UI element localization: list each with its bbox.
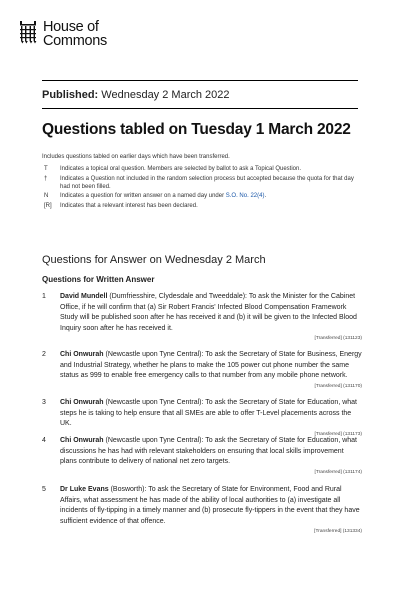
question-text: To ask the Secretary of State for Business, Energy and Industrial Strategy, whether he plans to make the 105 power cut phone number the same status as 999 to enable free emergency calls to that number from any mobile phone network. [60, 351, 362, 380]
member-name: Chi Onwurah [60, 399, 104, 406]
question-item [42, 436, 362, 476]
legend-text: Indicates a question for written answer on a named day under [60, 193, 226, 199]
top-divider [42, 80, 358, 81]
question-body [60, 436, 362, 468]
portcullis-icon [18, 20, 38, 44]
page-title: Questions tabled on Tuesday 1 March 2022 [42, 121, 351, 138]
section-heading: Questions for Answer on Wednesday 2 March [42, 254, 266, 266]
legend-item-not-random [42, 175, 362, 191]
legend-text-wrapper [60, 192, 362, 200]
question-number: 5 [42, 486, 46, 493]
question-number: 4 [42, 437, 46, 444]
question-body [60, 485, 362, 527]
intro-text: Includes questions tabled on earlier days which have been transferred. [42, 154, 230, 160]
published-date: Wednesday 2 March 2022 [98, 89, 230, 101]
standing-order-link[interactable]: S.O. No. 22(4) [225, 193, 265, 199]
legend-key: T [44, 166, 48, 172]
house-of-commons-logo [18, 20, 107, 48]
question-reference: [Transferred] (131173) [314, 431, 362, 437]
question-item [42, 350, 362, 390]
published-label: Published: [42, 89, 99, 101]
legend-item-relevant-interest [42, 202, 362, 210]
logo-text-line1: House of [43, 19, 99, 35]
member-name: David Mundell [60, 293, 108, 300]
legend-text: Indicates a topical oral question. Members are selected by ballot to ask a Topical Question. [60, 166, 302, 172]
question-reference: [Transferred] (131170) [314, 383, 362, 389]
question-number: 2 [42, 351, 46, 358]
legend-item-topical [42, 165, 362, 173]
sub-heading: Questions for Written Answer [42, 275, 155, 284]
question-reference: [Transferred] (131123) [314, 336, 362, 342]
question-number: 3 [42, 399, 46, 406]
question-body [60, 350, 362, 382]
legend-key: † [44, 175, 48, 182]
question-reference: [Transferred] (131174) [314, 469, 362, 475]
question-reference: [Transferred] (131334) [314, 529, 362, 535]
constituency: (Newcastle upon Tyne Central): [103, 399, 204, 406]
question-text: To ask the Secretary of State for Education, what steps he is taking to help ensure that all SMEs are able to offer T-Level placements across the UK. [60, 399, 358, 428]
legend-text: Indicates a Question not included in the random selection process but accepted because the quota for that day had not been filled. [60, 175, 354, 190]
member-name: Dr Luke Evans [60, 486, 109, 493]
published-line [42, 89, 230, 101]
title-divider [42, 108, 358, 109]
constituency: (Dumfriesshire, Clydesdale and Tweeddale): [107, 293, 248, 300]
constituency: (Newcastle upon Tyne Central): [103, 351, 204, 358]
legend-item-named-day [42, 192, 362, 200]
question-number: 1 [42, 293, 46, 300]
logo-text-line2: Commons [43, 33, 107, 49]
legend-key: N [44, 193, 49, 199]
constituency: (Newcastle upon Tyne Central): [103, 437, 204, 444]
member-name: Chi Onwurah [60, 437, 104, 444]
logo-text [43, 20, 107, 48]
legend [42, 165, 362, 211]
question-item [42, 292, 362, 342]
question-text: To ask the Minister for the Cabinet Office, if he will confirm that (a) Sir Robert Francis' Infected Blood Compensation Framework Study will be published soon after he has received it and (b) it will be given to the Infected Blood Inquiry soon after he has received it. [60, 293, 357, 332]
question-body [60, 292, 362, 334]
question-item [42, 485, 362, 535]
question-text: To ask the Secretary of State for Education, what discussions he has had with relevant stakeholders on ensuring that local skills improvement plans contribute to delivery of national net zero targets. [60, 437, 358, 466]
legend-text: Indicates that a relevant interest has been declared. [60, 202, 198, 209]
question-body [60, 398, 362, 430]
question-text: To ask the Secretary of State for Environment, Food and Rural Affairs, what assessment he has made of the ability of local authorities to (a) investigate all incidents of fly-tipping in a timely manner and (b) prosecute fly-tippers in the event that they have sufficient evidence of that offence. [60, 486, 360, 525]
constituency: (Bosworth): [108, 486, 147, 493]
legend-text-end: . [264, 193, 267, 199]
member-name: Chi Onwurah [60, 351, 104, 358]
legend-key: [R] [44, 202, 52, 209]
question-item [42, 398, 362, 438]
